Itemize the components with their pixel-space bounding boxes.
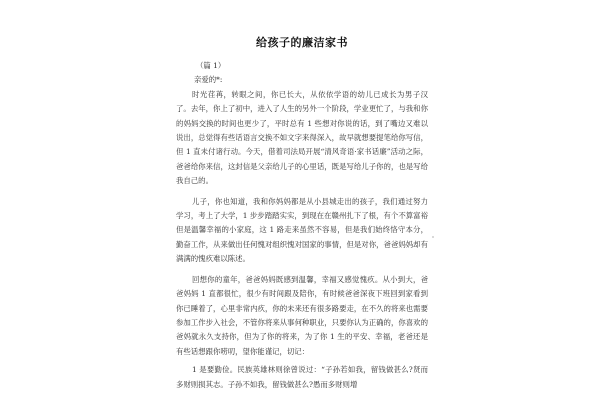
scan-artifact xyxy=(432,236,434,238)
letter-body xyxy=(176,36,428,398)
paragraph: 1 是要勤俭。民族英雄林则徐曾说过：“子孙若如我，留钱做甚么?贤而多财则损其志。子孙不如我，留钱做甚么?愚而多财则增 xyxy=(176,365,428,389)
salutation: 亲爱的*: xyxy=(194,75,223,85)
section-label: （篇 1） xyxy=(196,61,226,70)
document-title: 给孩子的廉洁家书 xyxy=(256,36,348,49)
paragraph: 时光荏苒，转眼之间，你已长大，从依依学语的幼儿已成长为男子汉了。去年，你上了初中，进入了人生的另外一个阶段，学业更忙了，与我和你的妈妈交换的时间也更少了，平时总有 1 些想对你说的话，到了嘴边又难以说出，总觉得有些话语言交换不如文字来得深入，故早就想要提笔给你写信，但 1 直未付诸行动。今天，借着司法局开展“清风奇语·家书话廉”活动之际，爸爸给你来信，这封信是父亲给儿子的心里话，既是写给儿子你的，也是写给我自己的。 xyxy=(176,89,428,186)
paragraph: 回想你的童年，爸爸妈妈既感到温馨，幸福又感觉愧疚。从小到大，爸爸妈妈 1 直都很忙，很少有时间跟及陪你，有时候爸爸深夜下班回到家看到你已睡着了，心里非常内疚，你的未来还有很多路要走，在不久的将来也需要参加工作步入社会，不管你将来从事何种职业，只要你认为正确的，你喜欢的爸妈就永久支持你，但为了你的将来，为了你 1 生的平安、幸福，老爸还是有些话想跟你唠叨，望你能谨记，切记： xyxy=(176,274,428,356)
paragraph: 儿子，你也知道，我和你妈妈都是从小县城走出的孩子，我们通过努力学习，考上了大学，1 步步踏踏实实，到现在在赣州扎下了根，有个不算富裕但是温馨幸福的小家庭，这 1 路走来虽然不容易，但是我们始终恪守本分，勤奋工作，从来做出任何愧对组织愧对国家的事情，但是对你，爸爸妈妈却有满满的愧疚难以陈述。 xyxy=(176,196,428,264)
